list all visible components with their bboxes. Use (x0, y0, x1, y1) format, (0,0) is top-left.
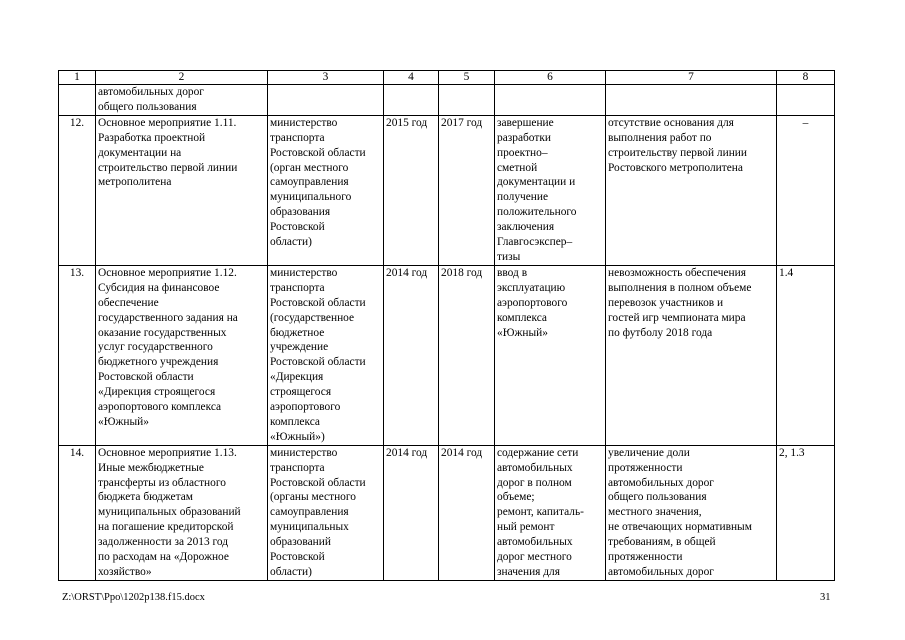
text-line: протяженности (608, 461, 683, 474)
text-line: перевозок участников и (608, 296, 724, 309)
cell-end-year: 2018 год (439, 265, 495, 445)
cell-start-year: 2015 год (384, 115, 439, 265)
text-line: области) (270, 566, 312, 578)
text-line: протяженности (608, 551, 683, 564)
text-line: эксплуатацию (497, 281, 566, 294)
cell-col8 (777, 85, 835, 116)
cell-consequences (606, 265, 777, 445)
text-line: ввод в (497, 266, 528, 279)
text-line: гостей игр чемпионата мира (608, 311, 746, 324)
text-line: автомобильных (497, 461, 573, 474)
text-line: строящегося (270, 386, 332, 399)
text-line: не отвечающих нормативным (608, 521, 752, 534)
text-line: Субсидия на финансовое (98, 281, 220, 294)
text-line: задолженности за 2013 год (98, 536, 229, 549)
text-line: автомобильных (497, 536, 573, 549)
cell-executor (268, 115, 384, 265)
cell-start-year: 2014 год (384, 265, 439, 445)
text-line: транспорта (270, 281, 325, 294)
text-line: «Южный» (497, 326, 548, 339)
text-line: Разработка проектной (98, 131, 206, 144)
plan-table (58, 70, 835, 581)
text-line: «Южный») (270, 430, 325, 443)
cell-expected-result (495, 115, 606, 265)
cell-event-name (96, 115, 268, 265)
text-line: выполнения работ по (608, 131, 712, 144)
text-line: Ростовской области (270, 296, 366, 309)
text-line: самоуправления (270, 506, 349, 519)
cell-consequences (606, 445, 777, 580)
text-line: получение (497, 191, 549, 204)
text-line: Ростовской области (270, 476, 366, 489)
cell-indicator-link: – (777, 115, 835, 265)
footer-page-number: 31 (820, 592, 831, 603)
text-line: транспорта (270, 461, 325, 474)
text-line: муниципальных (270, 521, 349, 534)
text-line: документации на (98, 146, 182, 159)
text-line: требованиям, в общей (608, 536, 716, 549)
header-cell: 3 (268, 71, 384, 85)
text-line: автомобильных дорог (98, 86, 204, 98)
text-line: услуг государственного (98, 341, 213, 354)
text-line: документации и (497, 176, 576, 189)
text-line: невозможность обеспечения (608, 266, 746, 279)
footer-file-path: Z:\ORST\Ppo\1202p138.f15.docx (62, 592, 205, 603)
text-line: «Южный» (98, 415, 149, 428)
text-line: министерство (270, 116, 338, 129)
text-line: (государственное (270, 311, 355, 324)
cell-expected-result (495, 445, 606, 580)
text-line: самоуправления (270, 176, 349, 189)
header-cell: 6 (495, 71, 606, 85)
text-line: Ростовской (270, 551, 325, 564)
text-line: транспорта (270, 131, 325, 144)
text-line: трансферты из областного (98, 476, 226, 489)
text-line: отсутствие основания для (608, 116, 734, 129)
text-line: Основное мероприятие 1.12. (98, 266, 237, 279)
text-line: Основное мероприятие 1.11. (98, 116, 237, 129)
text-line: Главгосэкспер– (497, 236, 573, 249)
text-line: бюджета бюджетам (98, 491, 193, 504)
text-line: сметной (497, 161, 538, 174)
text-line: обеспечение (98, 296, 159, 309)
cell-indicator-link: 2, 1.3 (777, 445, 835, 580)
continuation-row (59, 85, 835, 116)
cell-start-year: 2014 год (384, 445, 439, 580)
text-line: содержание сети (497, 446, 579, 459)
text-line: области) (270, 236, 312, 249)
text-line: разработки (497, 131, 551, 144)
text-line: (органы местного (270, 491, 356, 504)
cell-num (59, 85, 96, 116)
text-line: оказание государственных (98, 326, 227, 339)
text-line: Ростовского метрополитена (608, 161, 743, 174)
table-row (59, 265, 835, 445)
text-line: метрополитена (98, 176, 172, 189)
row-number: 12. (59, 115, 96, 265)
text-line: комплекса (497, 311, 547, 324)
text-line: учреждение (270, 341, 329, 354)
text-line: ный ремонт (497, 521, 555, 534)
text-line: Ростовской области (98, 371, 194, 384)
text-line: Ростовской области (270, 146, 366, 159)
text-line: аэропортового (497, 296, 568, 309)
text-line: по футболу 2018 года (608, 326, 713, 339)
text-line: (орган местного (270, 161, 349, 174)
header-cell: 8 (777, 71, 835, 85)
header-cell: 7 (606, 71, 777, 85)
text-line: Иные межбюджетные (98, 461, 204, 474)
cell-executor (268, 265, 384, 445)
text-line: «Дирекция строящегося (98, 386, 216, 399)
text-line: министерство (270, 446, 338, 459)
cell-executor (268, 445, 384, 580)
text-line: дорог местного (497, 551, 572, 564)
header-cell: 4 (384, 71, 439, 85)
cell-event-name (96, 445, 268, 580)
text-line: хозяйство» (98, 566, 152, 578)
row-number: 13. (59, 265, 96, 445)
text-line: муниципальных образований (98, 506, 241, 519)
text-line: увеличение доли (608, 446, 690, 459)
text-line: строительству первой линии (608, 146, 747, 159)
text-line: автомобильных дорог (608, 566, 714, 578)
text-line: Основное мероприятие 1.13. (98, 446, 237, 459)
cell-col3 (268, 85, 384, 116)
text-line: выполнения в полном объеме (608, 281, 752, 294)
cell-end-year: 2014 год (439, 445, 495, 580)
text-line: на погашение кредиторской (98, 521, 234, 534)
cell-expected-result (495, 265, 606, 445)
text-line: заключения (497, 221, 555, 234)
text-line: автомобильных дорог (608, 476, 714, 489)
text-line: Ростовской (270, 221, 325, 234)
text-line: значения для (497, 566, 560, 578)
text-line: ремонт, капиталь- (497, 506, 584, 519)
table-header-row (59, 71, 835, 85)
text-line: образования (270, 206, 331, 219)
text-line: объеме; (497, 491, 535, 504)
header-cell: 5 (439, 71, 495, 85)
text-line: по расходам на «Дорожное (98, 551, 229, 564)
text-line: тизы (497, 250, 521, 263)
cell-col7 (606, 85, 777, 116)
text-line: комплекса (270, 415, 320, 428)
cell-event-name (96, 265, 268, 445)
text-line: завершение (497, 116, 554, 129)
text-line: общего пользования (98, 100, 197, 113)
cell-end-year: 2017 год (439, 115, 495, 265)
table-row (59, 115, 835, 265)
header-cell: 2 (96, 71, 268, 85)
text-line: общего пользования (608, 491, 707, 504)
cell-col5 (439, 85, 495, 116)
text-line: местного значения, (608, 506, 702, 519)
text-line: строительство первой линии (98, 161, 238, 174)
cell-col2 (96, 85, 268, 116)
text-line: государственного задания на (98, 311, 238, 324)
text-line: проектно– (497, 146, 548, 159)
text-line: дорог в полном (497, 476, 572, 489)
table-row (59, 445, 835, 580)
text-line: образований (270, 536, 331, 549)
text-line: бюджетного учреждения (98, 356, 219, 369)
text-line: бюджетное (270, 326, 325, 339)
cell-col4 (384, 85, 439, 116)
text-line: министерство (270, 266, 338, 279)
text-line: положительного (497, 206, 577, 219)
cell-col6 (495, 85, 606, 116)
header-cell: 1 (59, 71, 96, 85)
text-line: аэропортового комплекса (98, 401, 222, 414)
cell-indicator-link: 1.4 (777, 265, 835, 445)
text-line: аэропортового (270, 401, 341, 414)
row-number: 14. (59, 445, 96, 580)
text-line: «Дирекция (270, 371, 324, 384)
text-line: Ростовской области (270, 356, 366, 369)
text-line: муниципального (270, 191, 352, 204)
cell-consequences (606, 115, 777, 265)
